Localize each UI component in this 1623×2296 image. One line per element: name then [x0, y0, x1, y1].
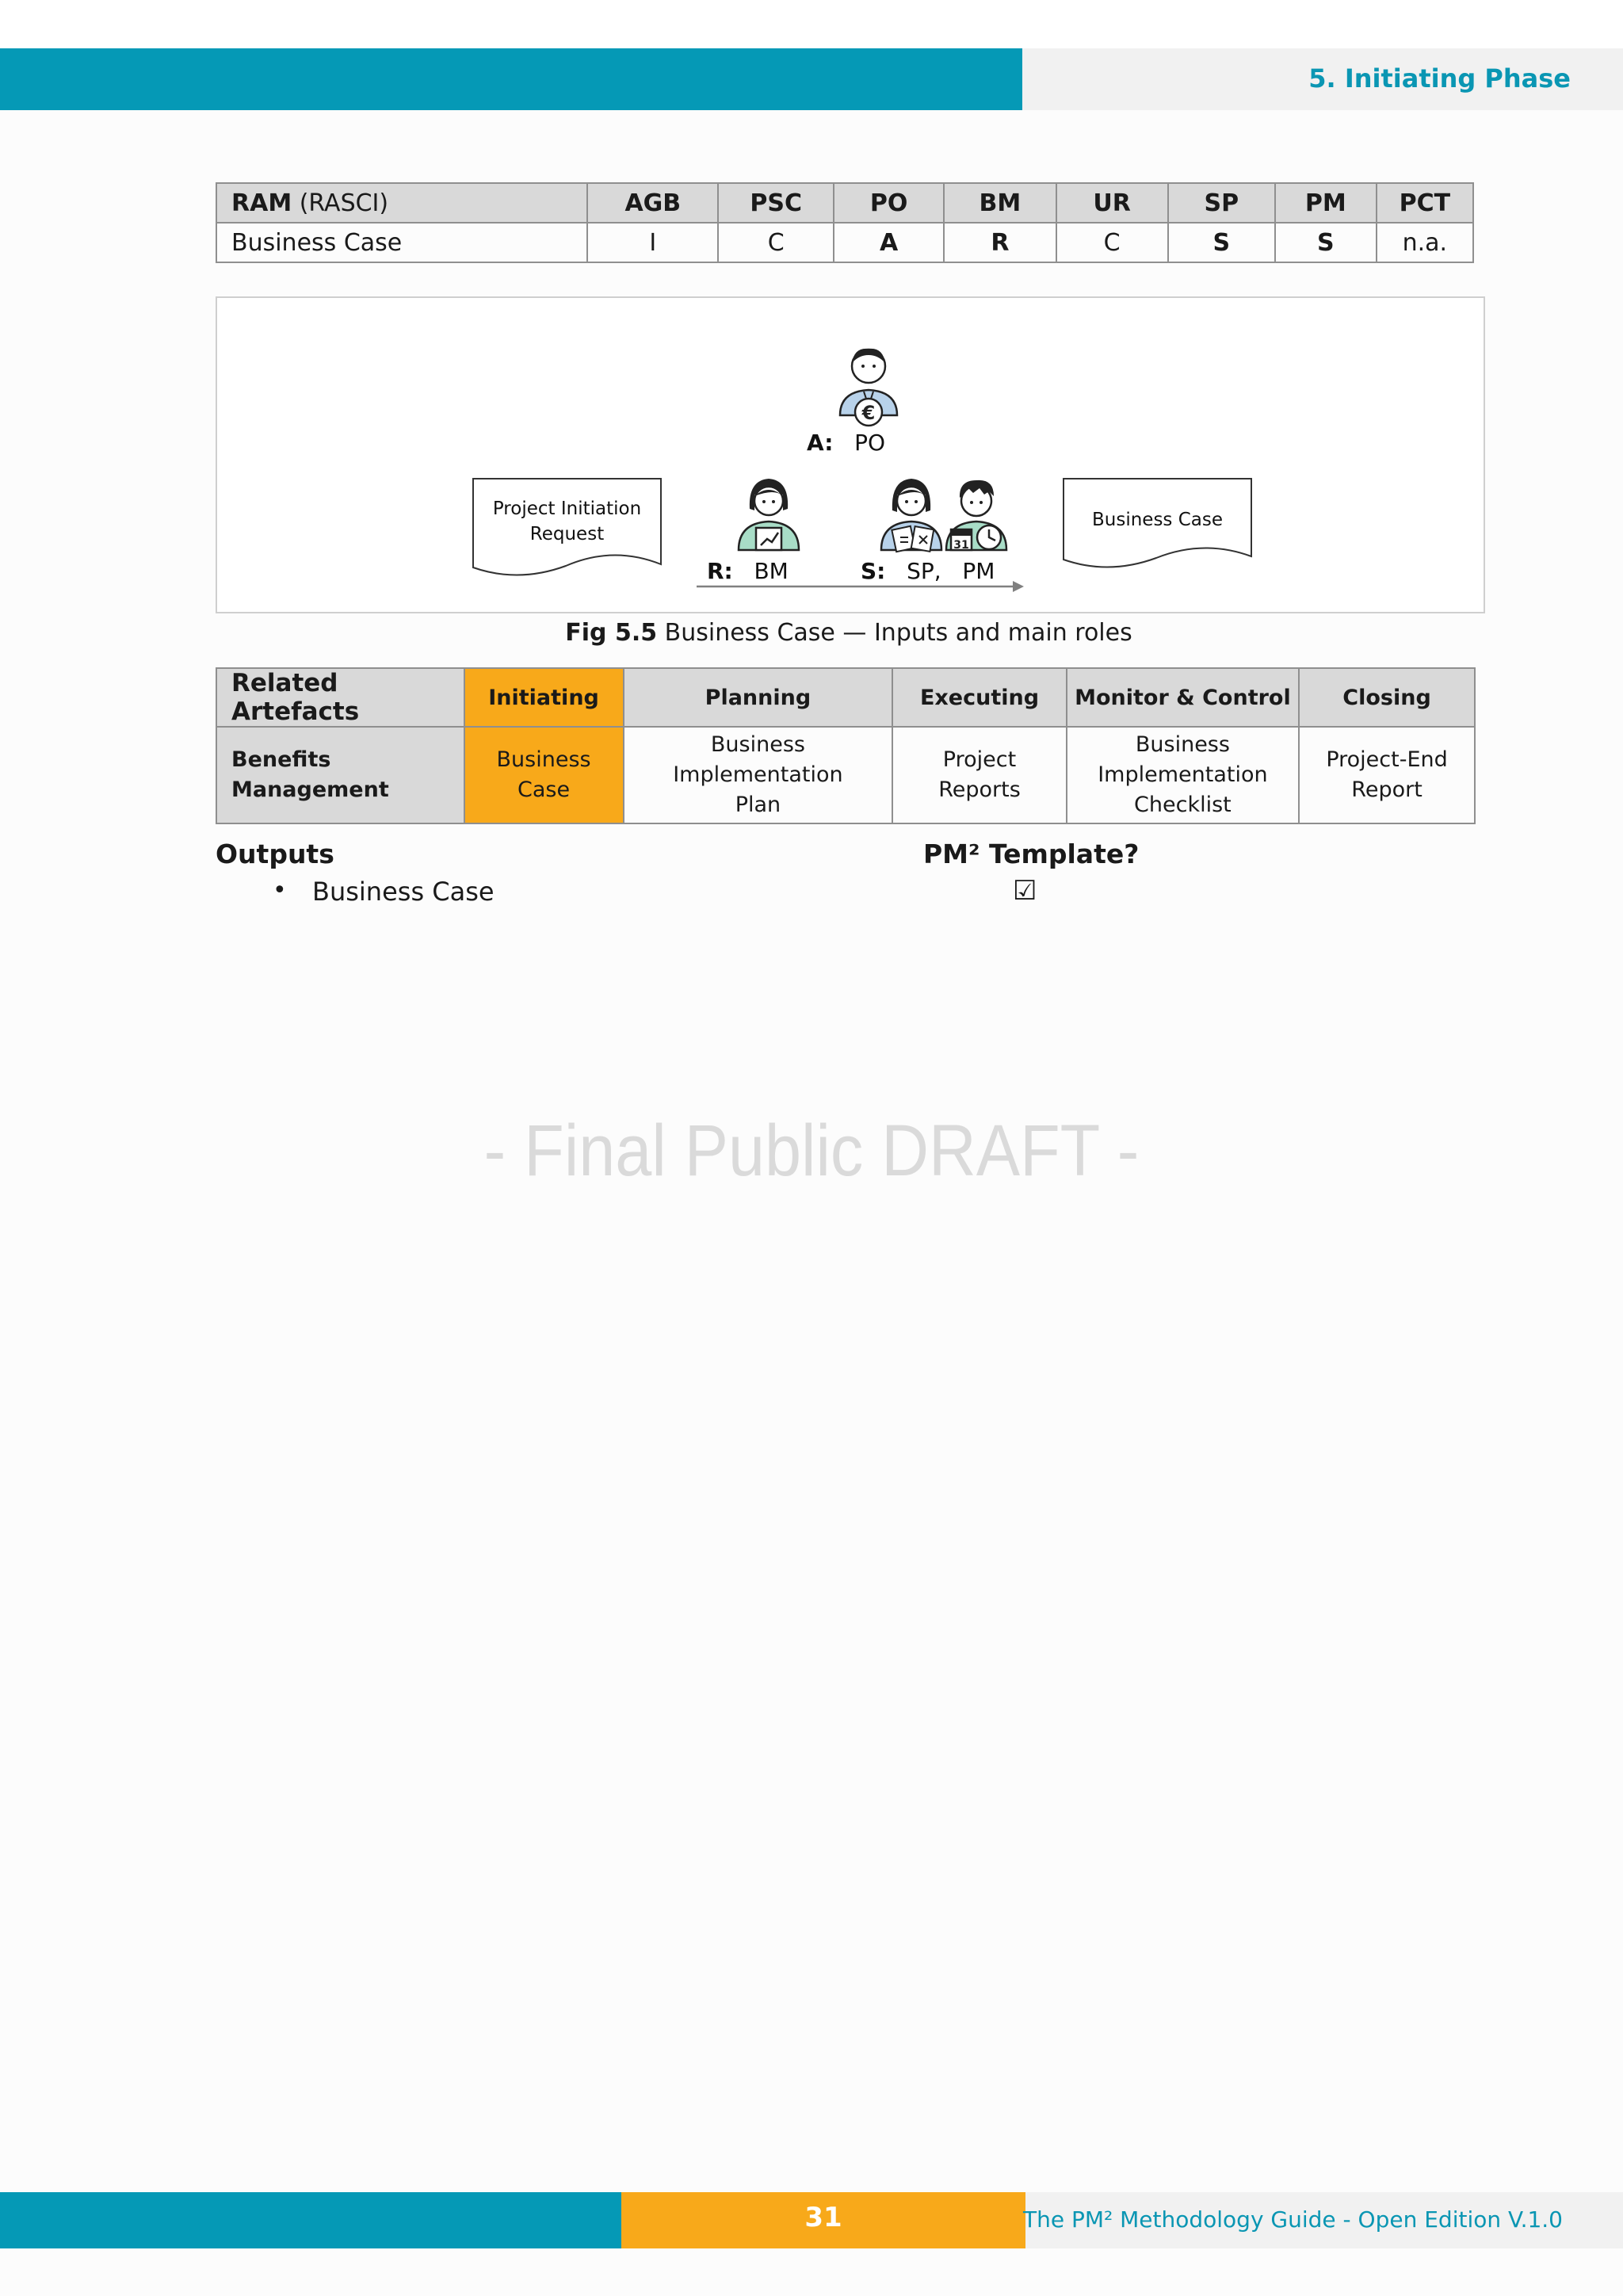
ram-col-po: PO [834, 183, 944, 223]
support-role-pm: PM [962, 558, 995, 584]
responsible-role-name: BM [754, 558, 789, 584]
phase-planning: Planning [624, 668, 893, 727]
section-title: 5. Initiating Phase [1308, 63, 1571, 94]
bullet-icon: • [273, 877, 287, 904]
footer-guide-title: The PM² Methodology Guide - Open Edition V.1.0 [1022, 2206, 1563, 2233]
ram-cell: S [1168, 223, 1275, 262]
figure-box [216, 296, 1485, 613]
ram-col-bm: BM [944, 183, 1056, 223]
ram-cell: n.a. [1377, 223, 1473, 262]
ram-col-agb: AGB [587, 183, 718, 223]
related-cell: Business Implementation Plan [624, 727, 893, 823]
accountable-role-name: PO [854, 430, 886, 456]
caption-text: Business Case — Inputs and main roles [657, 619, 1132, 647]
person-documents-icon [881, 479, 941, 552]
footer-teal-band [0, 2192, 621, 2248]
responsible-letter: R: [707, 558, 733, 584]
ram-header-row [216, 183, 1473, 223]
ram-col-ur: UR [1056, 183, 1168, 223]
ram-table [216, 182, 1474, 263]
phase-executing: Executing [892, 668, 1066, 727]
person-chart-icon [739, 479, 799, 550]
draft-watermark: - Final Public DRAFT - [483, 1110, 1140, 1191]
ram-head-bold: RAM [231, 189, 292, 217]
related-data-row [216, 727, 1475, 823]
checkbox-checked-icon: ☑ [1013, 875, 1037, 907]
person-euro-icon [840, 349, 897, 426]
support-role [861, 558, 995, 584]
responsible-role [707, 558, 789, 584]
related-head-label: Related Artefacts [216, 668, 464, 727]
ram-cell: R [944, 223, 1056, 262]
figure-caption [216, 619, 1482, 647]
ram-col-pm: PM [1275, 183, 1377, 223]
related-cell: Project-End Report [1299, 727, 1475, 823]
related-cell: Business Implementation Checklist [1067, 727, 1299, 823]
svg-text:31: 31 [953, 539, 969, 552]
person-calendar-icon [946, 480, 1006, 552]
arrow-head-icon [1013, 581, 1024, 592]
svg-text:€: € [861, 402, 876, 424]
ram-cell: I [587, 223, 718, 262]
phase-initiating: Initiating [464, 668, 624, 727]
outputs-heading: Outputs [216, 839, 334, 869]
accountable-role [807, 430, 885, 456]
related-header-row [216, 668, 1475, 727]
support-letter: S: [861, 558, 886, 584]
ram-cell: S [1275, 223, 1377, 262]
support-role-sp: SP, [907, 558, 941, 584]
ram-head-cell [216, 183, 587, 223]
ram-col-pct: PCT [1377, 183, 1473, 223]
related-cell: Project Reports [892, 727, 1066, 823]
ram-cell: C [718, 223, 834, 262]
caption-number: Fig 5.5 [565, 619, 658, 647]
ram-row-label: Business Case [216, 223, 587, 262]
ram-col-psc: PSC [718, 183, 834, 223]
header-top-margin [0, 0, 1623, 48]
phase-closing: Closing [1299, 668, 1475, 727]
template-heading: PM² Template? [923, 839, 1140, 869]
accountable-letter: A: [807, 430, 834, 456]
header-teal-band [0, 48, 1022, 110]
input-document-label: Project Initiation Request [492, 499, 642, 544]
ram-col-sp: SP [1168, 183, 1275, 223]
ram-cell: C [1056, 223, 1168, 262]
related-row-label: Benefits Management [216, 727, 464, 823]
related-artefacts-table [216, 667, 1476, 824]
ram-head-normal: (RASCI) [292, 189, 389, 217]
related-cell: Business Case [464, 727, 624, 823]
output-document-label: Business Case [1091, 510, 1224, 530]
page-number: 31 [804, 2202, 842, 2233]
ram-data-row [216, 223, 1473, 262]
ram-cell: A [834, 223, 944, 262]
phase-monitor-control: Monitor & Control [1067, 668, 1299, 727]
output-item: Business Case [312, 877, 495, 907]
